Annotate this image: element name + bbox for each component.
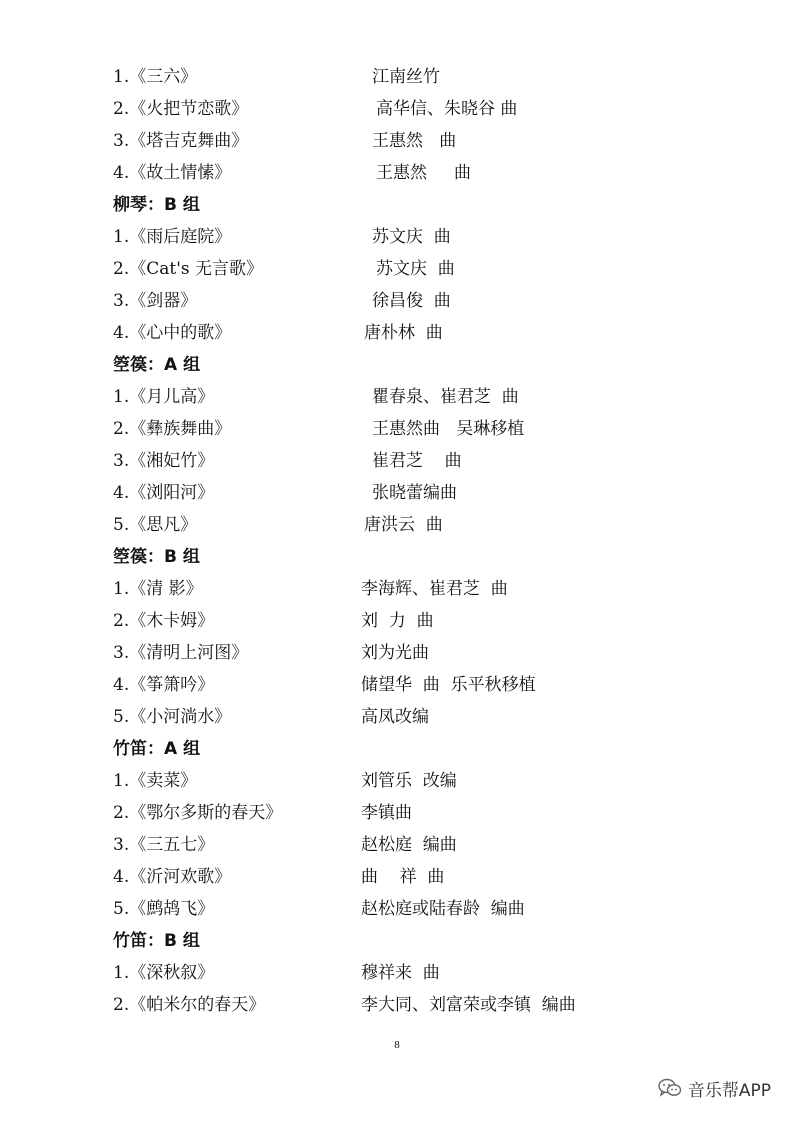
- piece-title: 4.《沂河欢歌》: [113, 867, 232, 887]
- piece-title: 3.《剑器》: [113, 291, 198, 311]
- section-heading: 箜篌：A 组: [113, 355, 201, 375]
- piece-row: [113, 446, 462, 476]
- piece-composer: 刘为光曲: [361, 643, 429, 663]
- piece-row: [113, 94, 518, 124]
- piece-composer: 曲 祥 曲: [361, 867, 445, 887]
- piece-row: [113, 830, 457, 860]
- section-heading: 柳琴：B 组: [113, 195, 200, 215]
- piece-title: 2.《帕米尔的春天》: [113, 995, 266, 1015]
- piece-title: 4.《筝箫吟》: [113, 675, 215, 695]
- piece-composer: 李镇曲: [361, 803, 412, 823]
- piece-title: 2.《鄂尔多斯的春天》: [113, 803, 283, 823]
- piece-composer: 李大同、刘富荣或李镇 编曲: [361, 995, 576, 1015]
- piece-title: 1.《清 影》: [113, 579, 203, 599]
- piece-title: 2.《火把节恋歌》: [113, 99, 249, 119]
- piece-row: [113, 126, 457, 156]
- piece-row: [113, 382, 519, 412]
- piece-composer: 瞿春泉、崔君芝 曲: [372, 387, 519, 407]
- piece-composer: 唐洪云 曲: [364, 515, 443, 535]
- piece-title: 3.《三五七》: [113, 835, 215, 855]
- piece-title: 2.《Cat's 无言歌》: [113, 259, 263, 279]
- piece-composer: 穆祥来 曲: [361, 963, 440, 983]
- piece-title: 4.《故土情愫》: [113, 163, 232, 183]
- piece-composer: 王惠然 曲: [372, 131, 457, 151]
- piece-composer: 江南丝竹: [372, 67, 440, 87]
- piece-row: [113, 638, 429, 668]
- piece-row: [113, 606, 434, 636]
- piece-composer: 苏文庆 曲: [372, 227, 451, 247]
- section-heading: 箜篌：B 组: [113, 547, 200, 567]
- piece-row: [113, 254, 455, 284]
- piece-row: [113, 798, 412, 828]
- page-number: 8: [394, 1039, 400, 1051]
- piece-composer: 赵松庭或陆春龄 编曲: [361, 899, 525, 919]
- piece-title: 4.《浏阳河》: [113, 483, 215, 503]
- piece-row: [113, 766, 457, 796]
- piece-title: 3.《塔吉克舞曲》: [113, 131, 249, 151]
- piece-composer: 刘 力 曲: [361, 611, 434, 631]
- piece-title: 5.《小河淌水》: [113, 707, 232, 727]
- piece-title: 4.《心中的歌》: [113, 323, 232, 343]
- piece-row: [113, 510, 443, 540]
- section-heading: 竹笛：B 组: [113, 931, 200, 951]
- piece-composer: 徐昌俊 曲: [372, 291, 451, 311]
- piece-composer: 李海辉、崔君芝 曲: [361, 579, 508, 599]
- piece-row: [113, 862, 445, 892]
- piece-row: [113, 670, 536, 700]
- piece-composer: 崔君芝 曲: [372, 451, 462, 471]
- watermark: [658, 1074, 771, 1102]
- piece-title: 3.《清明上河图》: [113, 643, 249, 663]
- piece-row: [113, 286, 451, 316]
- wechat-icon: [658, 1078, 682, 1098]
- piece-title: 1.《雨后庭院》: [113, 227, 232, 247]
- piece-row: [113, 702, 429, 732]
- piece-row: [113, 222, 451, 252]
- piece-composer: 王惠然曲 吴琳移植: [372, 419, 525, 439]
- piece-row: [113, 990, 576, 1020]
- piece-title: 2.《木卡姆》: [113, 611, 215, 631]
- piece-composer: 唐朴林 曲: [364, 323, 443, 343]
- piece-row: [113, 478, 457, 508]
- piece-row: [113, 158, 472, 188]
- piece-title: 5.《思凡》: [113, 515, 198, 535]
- piece-composer: 刘管乐 改编: [361, 771, 457, 791]
- piece-row: [113, 894, 525, 924]
- piece-composer: 王惠然 曲: [376, 163, 472, 183]
- piece-row: [113, 318, 443, 348]
- piece-row: [113, 62, 440, 92]
- piece-title: 1.《月儿高》: [113, 387, 215, 407]
- piece-row: [113, 958, 440, 988]
- piece-title: 3.《湘妃竹》: [113, 451, 215, 471]
- piece-title: 5.《鹧鸪飞》: [113, 899, 215, 919]
- watermark-text: 音乐帮APP: [687, 1080, 771, 1101]
- piece-composer: 高凤改编: [361, 707, 429, 727]
- piece-composer: 储望华 曲 乐平秋移植: [361, 675, 536, 695]
- piece-row: [113, 574, 508, 604]
- section-heading: 竹笛：A 组: [113, 739, 201, 759]
- piece-title: 1.《三六》: [113, 67, 198, 87]
- piece-composer: 张晓蕾编曲: [372, 483, 457, 503]
- piece-title: 2.《彝族舞曲》: [113, 419, 232, 439]
- piece-row: [113, 414, 525, 444]
- piece-composer: 高华信、朱晓谷 曲: [376, 99, 518, 119]
- piece-title: 1.《深秋叙》: [113, 963, 215, 983]
- piece-title: 1.《卖菜》: [113, 771, 198, 791]
- piece-composer: 苏文庆 曲: [376, 259, 455, 279]
- piece-composer: 赵松庭 编曲: [361, 835, 457, 855]
